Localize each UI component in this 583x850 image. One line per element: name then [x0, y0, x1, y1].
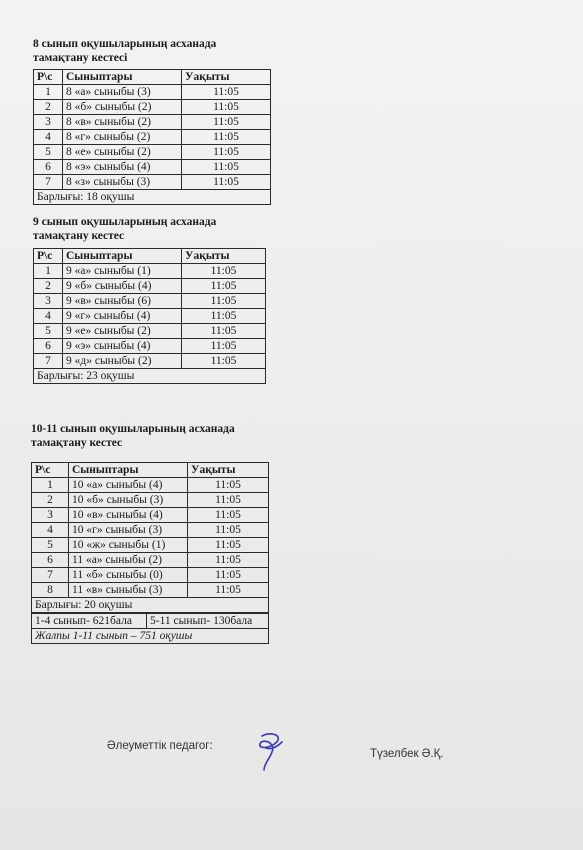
- row-time: 11:05: [182, 160, 271, 175]
- total-row: [32, 598, 269, 613]
- total-count: Барлығы: 18 оқушы: [34, 190, 271, 205]
- table-header-row: [34, 249, 266, 264]
- col-header-number: Р\с: [34, 249, 63, 264]
- section-title: 10-11 сынып оқушыларының асханада тамақтану кестес: [31, 423, 235, 449]
- col-header-time: Уақыты: [182, 249, 266, 264]
- row-class: 9 «е» сыныбы (2): [63, 324, 182, 339]
- table-row: [34, 354, 266, 369]
- row-time: 11:05: [182, 264, 266, 279]
- secondary-count: 5-11 сынып- 130бала: [147, 614, 269, 629]
- table-row: [34, 294, 266, 309]
- row-class: 8 «б» сыныбы (2): [63, 100, 182, 115]
- grand-total: Жалпы 1-11 сынып – 751 оқушы: [32, 629, 269, 644]
- row-number: 4: [34, 309, 63, 324]
- schedule-table-grade-8: [33, 69, 271, 205]
- row-time: 11:05: [188, 493, 269, 508]
- row-class: 11 «б» сыныбы (0): [69, 568, 188, 583]
- table-row: [32, 493, 269, 508]
- row-time: 11:05: [182, 115, 271, 130]
- table-row: [34, 339, 266, 354]
- schedule-table-grade-9: [33, 248, 266, 384]
- table-row: [32, 553, 269, 568]
- row-number: 7: [32, 568, 69, 583]
- row-class: 10 «в» сыныбы (4): [69, 508, 188, 523]
- table-row: [32, 508, 269, 523]
- table-row: [34, 279, 266, 294]
- row-number: 3: [32, 508, 69, 523]
- row-number: 7: [34, 354, 63, 369]
- col-header-time: Уақыты: [188, 463, 269, 478]
- table-row: [32, 568, 269, 583]
- grand-total-row: [32, 629, 269, 644]
- signature-mark: [250, 728, 292, 772]
- row-class: 10 «ж» сыныбы (1): [69, 538, 188, 553]
- row-class: 11 «а» сыныбы (2): [69, 553, 188, 568]
- col-header-number: Р\с: [34, 70, 63, 85]
- row-number: 5: [34, 145, 63, 160]
- row-class: 9 «а» сыныбы (1): [63, 264, 182, 279]
- row-class: 8 «з» сыныбы (3): [63, 175, 182, 190]
- summary-split-table: [31, 613, 269, 644]
- row-class: 9 «в» сыныбы (6): [63, 294, 182, 309]
- table-row: [32, 538, 269, 553]
- row-class: 9 «д» сыныбы (2): [63, 354, 182, 369]
- row-number: 6: [32, 553, 69, 568]
- signature-role: Әлеуметтік педагог:: [107, 740, 213, 752]
- row-number: 6: [34, 160, 63, 175]
- row-number: 4: [34, 130, 63, 145]
- split-row: [32, 614, 269, 629]
- row-number: 2: [34, 100, 63, 115]
- row-time: 11:05: [188, 538, 269, 553]
- row-time: 11:05: [188, 553, 269, 568]
- section-title: 8 сынып оқушыларының асханада тамақтану кестесі: [33, 38, 217, 64]
- row-class: 10 «а» сыныбы (4): [69, 478, 188, 493]
- row-time: 11:05: [182, 175, 271, 190]
- signature-name: Түзелбек Ә.Қ.: [370, 748, 444, 760]
- section-grade-8: [33, 37, 216, 65]
- row-number: 4: [32, 523, 69, 538]
- section-title: 9 сынып оқушыларының асханада тамақтану кестес: [33, 216, 217, 242]
- table-row: [34, 145, 271, 160]
- col-header-classes: Сыныптары: [63, 70, 182, 85]
- row-number: 2: [32, 493, 69, 508]
- row-number: 1: [34, 85, 63, 100]
- row-time: 11:05: [182, 100, 271, 115]
- row-time: 11:05: [188, 508, 269, 523]
- row-number: 1: [32, 478, 69, 493]
- row-class: 8 «е» сыныбы (2): [63, 145, 182, 160]
- row-time: 11:05: [188, 523, 269, 538]
- row-number: 1: [34, 264, 63, 279]
- row-time: 11:05: [182, 354, 266, 369]
- row-class: 8 «э» сыныбы (4): [63, 160, 182, 175]
- section-grade-10-11: [31, 422, 235, 450]
- col-header-number: Р\с: [32, 463, 69, 478]
- table-row: [34, 324, 266, 339]
- total-count: Барлығы: 20 оқушы: [32, 598, 269, 613]
- table-header-row: [32, 463, 269, 478]
- table-row: [32, 583, 269, 598]
- row-class: 8 «г» сыныбы (2): [63, 130, 182, 145]
- row-class: 10 «г» сыныбы (3): [69, 523, 188, 538]
- col-header-classes: Сыныптары: [69, 463, 188, 478]
- row-number: 3: [34, 294, 63, 309]
- table-row: [32, 523, 269, 538]
- table-header-row: [34, 70, 271, 85]
- row-number: 2: [34, 279, 63, 294]
- primary-count: 1-4 сынып- 621бала: [32, 614, 147, 629]
- row-number: 3: [34, 115, 63, 130]
- table-row: [34, 100, 271, 115]
- row-time: 11:05: [188, 568, 269, 583]
- total-count: Барлығы: 23 оқушы: [34, 369, 266, 384]
- col-header-classes: Сыныптары: [63, 249, 182, 264]
- row-class: 10 «б» сыныбы (3): [69, 493, 188, 508]
- row-time: 11:05: [188, 583, 269, 598]
- row-class: 8 «а» сыныбы (3): [63, 85, 182, 100]
- row-time: 11:05: [182, 145, 271, 160]
- row-number: 7: [34, 175, 63, 190]
- table-row: [34, 130, 271, 145]
- schedule-table-grade-10-11: [31, 462, 269, 613]
- row-time: 11:05: [182, 130, 271, 145]
- row-number: 6: [34, 339, 63, 354]
- row-class: 9 «б» сыныбы (4): [63, 279, 182, 294]
- row-time: 11:05: [182, 279, 266, 294]
- row-time: 11:05: [182, 294, 266, 309]
- table-row: [34, 175, 271, 190]
- row-number: 5: [32, 538, 69, 553]
- table-row: [34, 85, 271, 100]
- col-header-time: Уақыты: [182, 70, 271, 85]
- section-grade-9: [33, 215, 216, 243]
- row-time: 11:05: [182, 85, 271, 100]
- table-row: [34, 115, 271, 130]
- row-time: 11:05: [182, 309, 266, 324]
- row-time: 11:05: [182, 324, 266, 339]
- row-class: 8 «в» сыныбы (2): [63, 115, 182, 130]
- total-row: [34, 190, 271, 205]
- row-class: 9 «э» сыныбы (4): [63, 339, 182, 354]
- row-time: 11:05: [188, 478, 269, 493]
- row-number: 8: [32, 583, 69, 598]
- row-class: 9 «г» сыныбы (4): [63, 309, 182, 324]
- row-number: 5: [34, 324, 63, 339]
- row-time: 11:05: [182, 339, 266, 354]
- table-row: [34, 160, 271, 175]
- total-row: [34, 369, 266, 384]
- table-row: [32, 478, 269, 493]
- row-class: 11 «в» сыныбы (3): [69, 583, 188, 598]
- table-row: [34, 309, 266, 324]
- table-row: [34, 264, 266, 279]
